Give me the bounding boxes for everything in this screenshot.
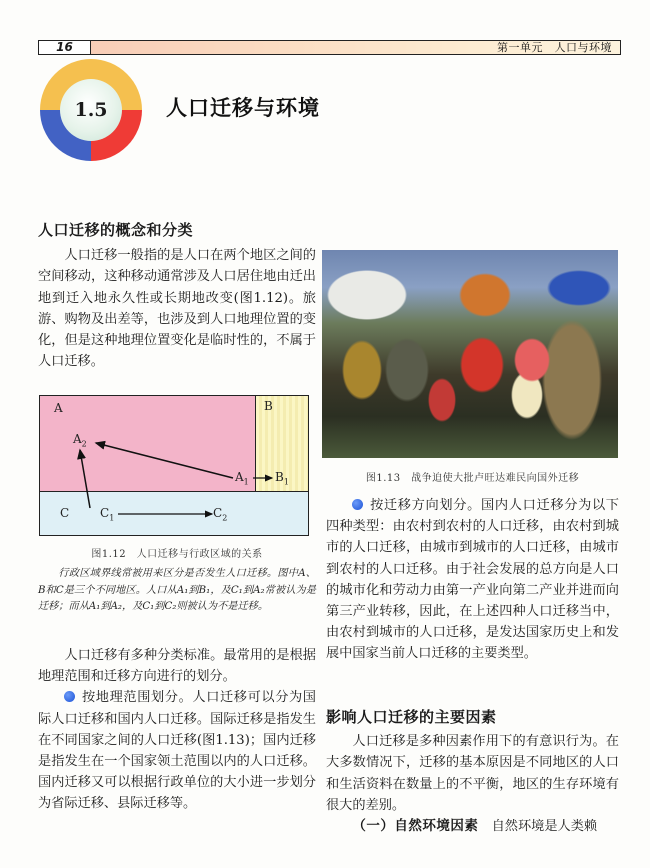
label-region-b: B xyxy=(264,399,273,413)
label-c2: $C_2$ xyxy=(213,506,228,523)
figure-1-12-caption-block xyxy=(38,544,316,616)
subheading: （一）自然环境因素 xyxy=(352,818,479,835)
label-b1: $B_1$ xyxy=(275,470,289,487)
migration-region-diagram xyxy=(39,395,309,536)
paragraph-natural-factors: （一）自然环境因素 自然环境是人类赖 xyxy=(352,818,598,835)
label-region-a: A xyxy=(54,401,63,415)
figure-note: 行政区域界线常被用来区分是否发生人口迁移。图中A、B和C是三个不同地区。人口从A₁到B₁，及C₁到A₂常被认为是迁移；而从A₁到A₂，及C₁到C₂则被认为不是迁移。 xyxy=(38,568,316,613)
label-a2: $A_2$ xyxy=(73,432,87,449)
direction-classification-text xyxy=(326,495,619,665)
paragraph: 人口迁移是多种因素作用下的有意识行为。在大多数情况下，迁移的基本原因是不同地区的人口和生活资料在数量上的不平衡，地区的生存环境有很大的差别。 xyxy=(326,734,619,813)
bullet-icon xyxy=(352,499,363,510)
section-heading: 影响人口迁移的主要因素 xyxy=(326,708,497,726)
figure-caption: 图1.13 战争迫使大批卢旺达难民向国外迁移 xyxy=(365,473,580,484)
refugee-photo xyxy=(322,250,618,458)
figure-1-13-caption-block xyxy=(326,468,619,489)
lesson-title: 人口迁移与环境 xyxy=(166,95,320,120)
lesson-number: 1.5 xyxy=(60,79,122,141)
paragraph-direction: 按迁移方向划分。国内人口迁移分为以下四种类型：由农村到农村的人口迁移，由农村到城市的人口迁移，由城市到城市的人口迁移，由城市到农村的人口迁移。由于社会发展的总方向是人口的城市化和劳动力由第一产业向第二产业并进而向第三产业转移，因此，在上述四种人口迁移当中，由农村到城市的人口迁移，是发达国家历史上和发展中国家当前人口迁移的主要类型。 xyxy=(326,498,619,662)
section-heading: 人口迁移的概念和分类 xyxy=(38,221,194,239)
paragraph: 人口迁移有多种分类标准。最常用的是根据地理范围和迁移方向进行的划分。 xyxy=(38,648,316,685)
classification-text xyxy=(38,645,316,815)
unit-title: 第一单元 人口与环境 xyxy=(497,41,612,54)
migration-arrows xyxy=(40,396,310,537)
label-region-c: C xyxy=(60,506,70,520)
paragraph-geographic-scope: 按地理范围划分。人口迁移可以分为国际人口迁移和国内人口迁移。国际迁移是指发生在不同国家之间的人口迁移(图1.13)；国内迁移是指发生在一个国家领土范围以内的人口迁移。国内迁移又可以根据行政单位的大小进一步划分为省际迁移、县际迁移等。 xyxy=(38,690,316,812)
page-number: 16 xyxy=(39,41,91,54)
figure-caption: 图1.12 人口迁移与行政区域的关系 xyxy=(91,549,263,560)
label-a1: $A_1$ xyxy=(235,470,249,487)
section-factors xyxy=(326,707,619,837)
running-header xyxy=(38,40,621,55)
bullet-icon xyxy=(64,691,75,702)
label-c1: $C_1$ xyxy=(100,506,115,523)
paragraph: 人口迁移一般指的是人口在两个地区之间的空间移动，这种移动通常涉及人口居住地由迁出地到迁入地永久性或长期地改变(图1.12)。旅游、购物及出差等，也涉及到人口地理位置的变化，但是这种地理位置变化是临时性的，不属于人口迁移。 xyxy=(38,248,316,370)
section-concept xyxy=(38,220,316,372)
lesson-emblem-icon xyxy=(40,59,142,161)
